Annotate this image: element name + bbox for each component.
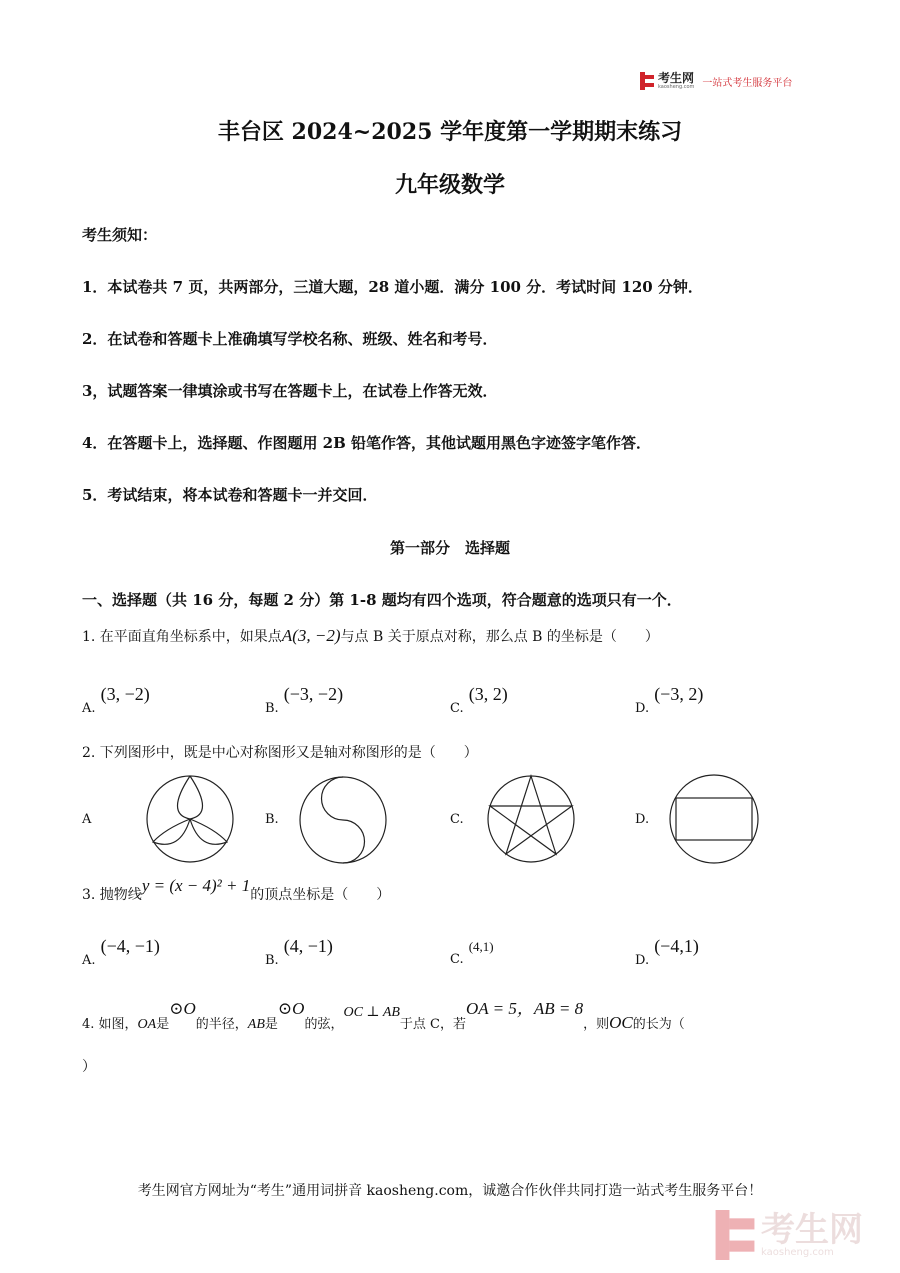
notice-item: 2．在试卷和答题卡上准确填写学校名称、班级、姓名和考号． xyxy=(82,330,498,348)
q3-option-d xyxy=(635,936,699,968)
option-value: (3, −2) xyxy=(100,684,150,704)
option-label: B. xyxy=(265,953,279,968)
q3-option-c xyxy=(450,936,494,967)
q4-text: 的弦， xyxy=(304,1017,344,1032)
watermark-name: 考生网 xyxy=(761,1209,863,1250)
exam-title: 丰台区 2024~2025 学年度第一学期期末练习 xyxy=(217,119,683,145)
pentagram-circle-figure xyxy=(486,774,576,864)
option-label: B. xyxy=(265,701,279,716)
q4-math: OA xyxy=(137,1017,157,1032)
q4-text: 的半径， xyxy=(195,1017,248,1032)
notice-item: 1．本试卷共 7 页，共两部分，三道大题，28 道小题．满分 100 分．考试时间 120 分钟． xyxy=(82,278,703,296)
brand-logo-icon xyxy=(640,72,654,90)
brand-text xyxy=(658,72,694,90)
option-label: D. xyxy=(635,953,650,968)
watermark-logo-icon xyxy=(715,1210,755,1260)
option-value: (3, 2) xyxy=(468,684,508,704)
watermark xyxy=(715,1210,863,1260)
option-label: C. xyxy=(450,952,464,967)
q1-option-b xyxy=(265,684,344,716)
brand-slogan: 一站式考生服务平台 xyxy=(702,77,793,89)
q4-math: OA = 5，AB = 8 xyxy=(466,999,584,1018)
footer-text: 考生网官方网址为“考生”通用词拼音 kaosheng.com，诚邀合作伙伴共同打造一站式考生服务平台！ xyxy=(137,1183,763,1199)
q2-option-c-label: C. xyxy=(450,812,464,827)
q3-prefix: 3. 抛物线 xyxy=(82,887,142,903)
three-arc-circle-figure xyxy=(145,774,235,864)
q3-option-a xyxy=(82,936,160,968)
brand-header xyxy=(640,72,792,90)
notice-item: 5．考试结束，将本试卷和答题卡一并交回． xyxy=(82,486,378,504)
q4-math: OC ⊥ AB xyxy=(343,1005,400,1020)
brand-domain: kaosheng.com xyxy=(658,84,695,90)
q3-suffix: 的顶点坐标是（ ） xyxy=(250,887,391,903)
q4-text: 的长为（ xyxy=(632,1017,685,1032)
notice-item: 4．在答题卡上，选择题、作图题用 2B 铅笔作答，其他试题用黑色字迹签字笔作答． xyxy=(82,434,652,452)
option-label: A. xyxy=(82,701,96,716)
q3-math: y = (x − 4)² + 1 xyxy=(141,876,251,895)
part-title: 第一部分 选择题 xyxy=(389,539,510,557)
option-label: D. xyxy=(635,701,650,716)
q1-option-a xyxy=(82,684,150,716)
exam-subtitle: 九年级数学 xyxy=(394,172,505,198)
q4-text: 于点 C，若 xyxy=(399,1017,467,1032)
question-4 xyxy=(82,999,685,1033)
q1-math: A(3, −2) xyxy=(281,626,341,645)
q1-suffix: 与点 B 关于原点对称，那么点 B 的坐标是（ ） xyxy=(340,629,659,645)
q4-text: 是 xyxy=(264,1017,278,1032)
q4-math: AB xyxy=(247,1017,265,1032)
q2-option-d-label: D. xyxy=(635,812,650,827)
q3-option-b xyxy=(265,936,333,968)
question-1 xyxy=(82,626,659,646)
q4-text: 是 xyxy=(156,1017,170,1032)
watermark-domain: kaosheng.com xyxy=(761,1246,834,1258)
rectangle-circle-figure xyxy=(668,773,760,865)
q1-option-c xyxy=(450,684,508,716)
notice-heading: 考生须知： xyxy=(82,226,158,244)
q4-math: OC xyxy=(609,1013,633,1032)
option-label: C. xyxy=(450,701,464,716)
q4-text: 4. 如图， xyxy=(82,1017,138,1032)
question-2: 2. 下列图形中，既是中心对称图形又是轴对称图形的是（ ） xyxy=(82,745,478,761)
q1-prefix: 1. 在平面直角坐标系中，如果点 xyxy=(82,629,282,645)
question-3 xyxy=(82,876,391,904)
q4-math: ⊙O xyxy=(277,999,305,1018)
option-value: (−3, 2) xyxy=(654,684,704,704)
notice-item: 3，试题答案一律填涂或书写在答题卡上，在试卷上作答无效． xyxy=(82,382,498,400)
q4-math: ⊙O xyxy=(169,999,196,1018)
q2-option-b-label: B. xyxy=(265,812,279,827)
section-title: 一、选择题（共 16 分，每题 2 分）第 1-8 题均有四个选项，符合题意的选项只有一个． xyxy=(82,591,682,609)
option-value: (−4, −1) xyxy=(100,936,160,956)
q2-option-a-label: A xyxy=(82,812,92,827)
option-value: (4, −1) xyxy=(283,936,333,956)
watermark-text xyxy=(761,1209,863,1258)
yin-yang-circle-figure xyxy=(298,775,388,865)
q4-text: ，则 xyxy=(583,1017,610,1032)
option-label: A. xyxy=(82,953,96,968)
q4-close-paren: ） xyxy=(82,1059,96,1075)
option-value: (−4,1) xyxy=(654,936,699,956)
q1-option-d xyxy=(635,684,704,716)
option-value: (−3, −2) xyxy=(283,684,344,704)
option-value: (4,1) xyxy=(468,939,494,954)
brand-name: 考生网 xyxy=(658,71,695,85)
